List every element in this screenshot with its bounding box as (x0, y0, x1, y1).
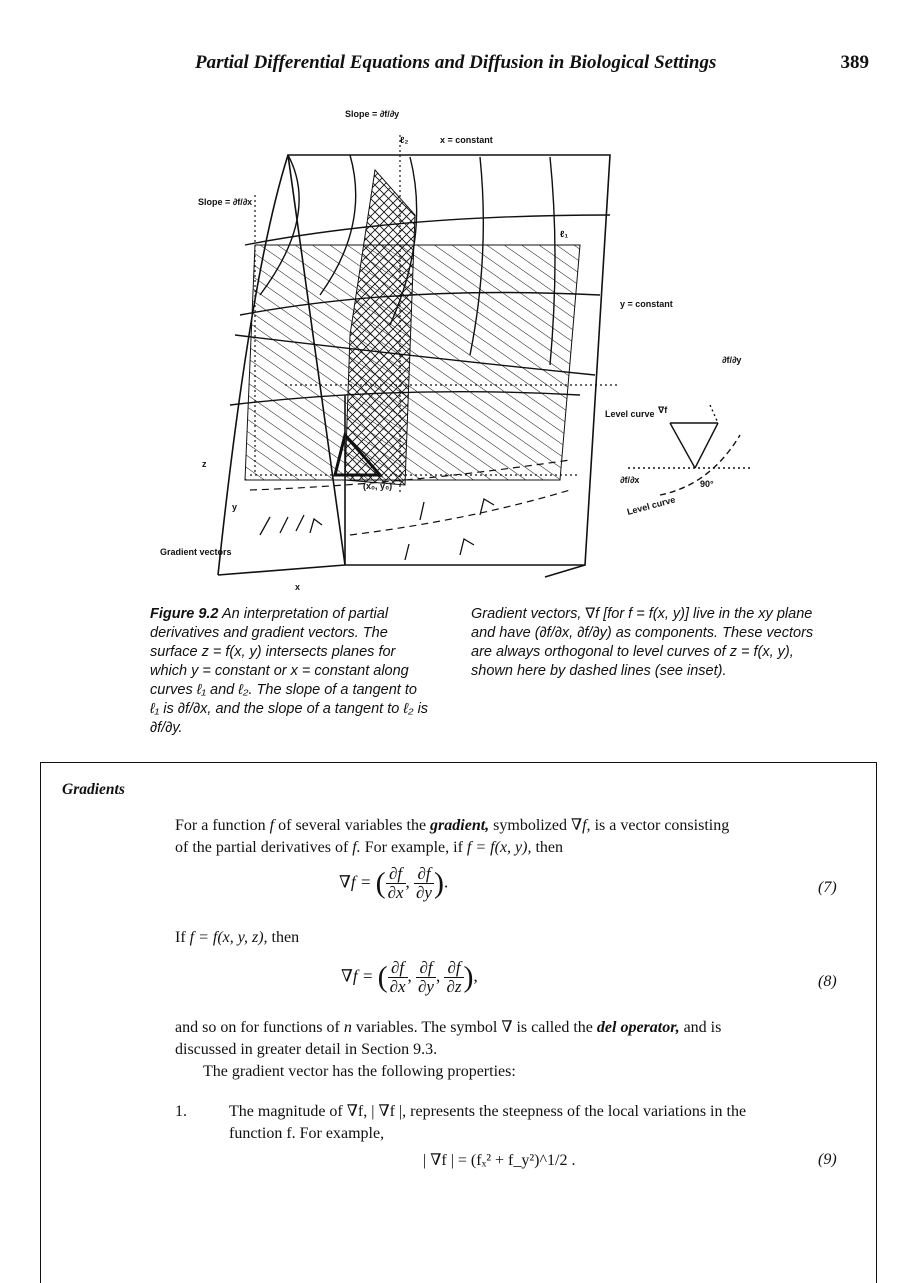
text: of several variables the (274, 817, 431, 834)
equation-9: | ∇f | = (fₓ² + f_y²)^1/2 . (423, 1152, 576, 1169)
paren: ( (375, 866, 386, 900)
gradients-box (40, 762, 877, 1283)
plane-x-constant (345, 170, 415, 485)
frac-den: ∂y (418, 977, 434, 996)
equation-8 (341, 959, 478, 996)
label-x-constant: x = constant (440, 135, 493, 145)
figure-label: Figure 9.2 (150, 606, 219, 622)
text: f = f(x, y), (466, 839, 532, 856)
frac-dfdy (414, 865, 434, 902)
label-gradient-vectors: Gradient vectors (160, 547, 232, 557)
frac-den: ∂x (389, 977, 406, 996)
label-inset-grad: ∇f (658, 405, 668, 415)
text: and so on for functions of (175, 1019, 344, 1036)
figure-caption-right-text: Gradient vectors, ∇f [for f = f(x, y)] live in the xy plane and have (∂f/∂x, ∂f/∂y) as components. These vectors are always orthogonal to level curves of z = f(x, y), shown here by dashed lines (see inset). (471, 606, 814, 679)
paragraph-definition (175, 815, 855, 859)
comma: , (435, 966, 441, 986)
label-y-axis: y (232, 502, 238, 512)
text: symbolized ∇ (489, 817, 583, 834)
frac-dfdy (416, 959, 436, 996)
comma: , (405, 872, 410, 892)
equation-number-7: (7) (818, 879, 837, 896)
text: function f. For example, (229, 1125, 385, 1142)
paragraph-three-vars (175, 927, 855, 949)
text: f (269, 817, 275, 834)
frac-den: ∂x (387, 883, 404, 902)
surface-diagram (150, 95, 790, 595)
frac-num: ∂f (386, 865, 406, 884)
period: . (443, 872, 449, 892)
text: f, (582, 817, 591, 834)
gradient-arrows (260, 499, 494, 560)
figure-9-2 (150, 95, 790, 595)
list-item-1 (229, 1101, 859, 1145)
eq-lhs: ∇f = (341, 966, 374, 986)
term-del-operator: del operator, (596, 1019, 680, 1036)
text: For example, if (360, 839, 467, 856)
text: f = f(x, y, z), (189, 929, 268, 946)
label-x-axis: x (295, 582, 301, 592)
running-head: Partial Differential Equations and Diffusion in Biological Settings (195, 52, 717, 73)
label-l2: ℓ₂ (400, 135, 409, 145)
frac-num: ∂f (414, 865, 434, 884)
frac-num: ∂f (416, 959, 436, 978)
equation-number-8: (8) (818, 973, 837, 990)
frac-dfdx (388, 959, 408, 996)
text: The magnitude of ∇f, | ∇f |, represents the steepness of the local variations in the (229, 1103, 747, 1120)
text: If (175, 929, 190, 946)
label-z-axis: z (202, 459, 207, 469)
label-level-curve: Level curve (605, 409, 655, 419)
label-l1: ℓ₁ (560, 229, 569, 239)
paren: ) (463, 960, 474, 994)
text: of the partial derivatives of (175, 839, 353, 856)
page-number: 389 (840, 52, 869, 73)
list-item-number: 1. (175, 1103, 187, 1120)
page-header (0, 52, 909, 82)
text: and is (679, 1019, 722, 1036)
label-point: (x₀, y₀) (363, 481, 393, 491)
label-slope-top: Slope = ∂f/∂y (345, 109, 400, 119)
frac-den: ∂z (446, 977, 462, 996)
text: then (531, 839, 564, 856)
paragraph-del-operator (175, 1017, 855, 1083)
figure-caption-right (471, 605, 831, 681)
frac-dfdx (386, 865, 406, 902)
frac-den: ∂y (416, 883, 432, 902)
box-title: Gradients (62, 781, 125, 798)
text: f. (352, 839, 361, 856)
text: variables. The symbol ∇ is called the (351, 1019, 597, 1036)
frac-num: ∂f (444, 959, 463, 978)
figure-caption-left (150, 605, 430, 738)
equation-7 (339, 865, 448, 902)
label-inset-angle: 90° (700, 479, 714, 489)
text: is a vector consisting (590, 817, 730, 834)
frac-num: ∂f (388, 959, 408, 978)
comma: , (473, 966, 478, 986)
text: n (343, 1019, 352, 1036)
label-inset-dfdx: ∂f/∂x (620, 475, 640, 485)
label-slope-left: Slope = ∂f/∂x (198, 197, 253, 207)
paren: ) (433, 866, 444, 900)
equation-number-9: (9) (818, 1151, 837, 1168)
text: For a function (175, 817, 270, 834)
eq-lhs: ∇f = (339, 872, 372, 892)
text: The gradient vector has the following properties: (203, 1063, 516, 1080)
comma: , (407, 966, 412, 986)
paren: ( (377, 960, 388, 994)
text: then (267, 929, 300, 946)
label-inset-dfdy: ∂f/∂y (722, 355, 742, 365)
term-gradient: gradient, (430, 817, 490, 834)
frac-dfdz (444, 959, 463, 996)
label-inset-level-curve: Level curve (625, 494, 677, 517)
figure-caption-text: An interpretation of partial derivatives and gradient vectors. The surface z = f(x, y) intersects planes for which y = constant or x = constant along curves ℓ₁ and ℓ₂. The slope of a tangent to ℓ₁ is ∂f/∂x, and the slope of a tangent to ℓ₂ is ∂f/∂y. (150, 606, 429, 736)
label-y-constant: y = constant (620, 299, 673, 309)
text: discussed in greater detail in Section 9.3. (175, 1041, 438, 1058)
